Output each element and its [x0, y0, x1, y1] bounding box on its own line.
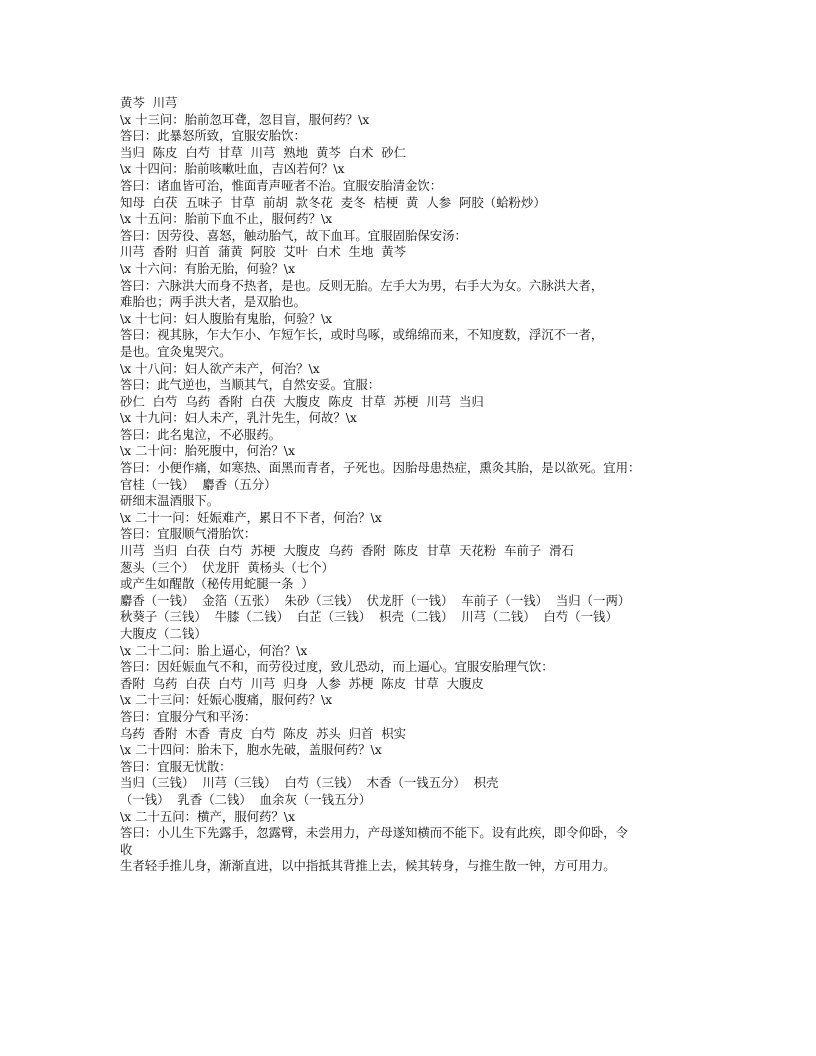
answer-line: 难胎也；两手洪大者，是双胎也。 [120, 294, 306, 310]
prescription-line: 官桂（一钱） 麝香（五分） [120, 476, 277, 492]
prescription-line: 砂仁 白芍 乌药 香附 白茯 大腹皮 陈皮 甘草 苏梗 川芎 当归 [120, 393, 484, 409]
answer-line: 答曰：此名鬼泣，不必服药。 [120, 426, 282, 442]
answer-line: 生者轻手推儿身，渐渐直进，以中指抵其背推上去，候其转身，与推生散一钟，方可用力。 [120, 858, 616, 874]
question-heading: \x 二十五问：横产，服何药？\x [120, 808, 295, 824]
text-line: 黄芩 川芎 [120, 95, 178, 110]
question-heading: \x 二十问：胎死腹中，何治？\x [120, 443, 295, 459]
instruction-line: 研细末温酒服下。 [120, 493, 220, 509]
prescription-line: 秋葵子（三钱） 牛膝（二钱） 白芷（三钱） 枳壳（二钱） 川芎（二钱） 白芍（一钱） [120, 609, 618, 625]
prescription-line: 知母 白茯 五味子 甘草 前胡 款冬花 麦冬 桔梗 黄 人参 阿胶（蛤粉炒） [120, 194, 546, 210]
document-body [120, 95, 710, 875]
question-heading: \x 十九问：妇人未产，乳汁先生，何故？\x [120, 410, 357, 426]
prescription-line: 香附 乌药 白茯 白芍 川芎 归身 人参 苏梗 陈皮 甘草 大腹皮 [120, 675, 484, 691]
instruction-line: 或产生如醒散（秘传用蛇腿一条 ） [120, 576, 314, 592]
question-heading: \x 二十一问：妊娠难产，累日不下者，何治？\x [120, 509, 382, 525]
question-heading: \x 二十三问：妊娠心腹痛，服何药？\x [120, 692, 333, 708]
answer-line: 答曰：诸血皆可治，惟面青声哑者不治。宜服安胎清金饮： [120, 177, 443, 193]
answer-line: 答曰：此暴怒所致，宜服安胎饮： [120, 128, 306, 144]
prescription-line: 当归（三钱） 川芎（三钱） 白芍（三钱） 木香（一钱五分） 枳壳 [120, 775, 499, 791]
question-heading: \x 十四问：胎前咳嗽吐血，吉凶若何？\x [120, 161, 345, 177]
answer-line: 答曰：宜服分气和平汤： [120, 708, 257, 724]
answer-line: 答曰：视其脉，乍大乍小、乍短乍长，或时鸟啄，或绵绵而来，不知度数，浮沉不一者， [120, 327, 604, 343]
prescription-line: 葱头（三个） 伏龙肝 黄杨头（七个） [120, 559, 335, 575]
answer-line: 答曰：小便作痛，如寒热、面黑而青者，子死也。因胎母患热症，熏灸其胎，是以欲死。宜用： [120, 460, 641, 476]
prescription-line: 大腹皮（二钱） [120, 626, 207, 641]
question-heading: \x 二十四问：胎未下，胞水先破，盖服何药？\x [120, 742, 382, 758]
question-heading: \x 十六问：有胎无胎，何验？\x [120, 260, 295, 276]
answer-line: 收 [120, 841, 133, 857]
answer-line: 答曰：因妊娠血气不和，而劳役过度，致儿恐动，而上逼心。宜服安胎理气饮： [120, 659, 554, 675]
question-heading: \x 二十二问：胎上逼心，何治？\x [120, 642, 308, 658]
answer-line: 答曰：宜服顺气滑胎饮： [120, 526, 257, 542]
answer-line: 答曰：六脉洪大而身不热者，是也。反则无胎。左手大为男，右手大为女。六脉洪大者， [120, 277, 604, 293]
question-heading: \x 十五问：胎前下血不止，服何药？\x [120, 211, 333, 227]
answer-line: 答曰：小儿生下先露手，忽露臂，未尝用力，产母遂知横而不能下。设有此疾，即令仰卧，令 [120, 825, 629, 841]
answer-line: 答曰：因劳役、喜怒，触动胎气，故下血耳。宜服固胎保安汤： [120, 227, 467, 243]
answer-line: 答曰：宜服无忧散： [120, 758, 232, 774]
prescription-line: 乌药 香附 木香 青皮 白芍 陈皮 苏头 归首 枳实 [120, 725, 407, 741]
question-heading: \x 十七问：妇人腹胎有鬼胎，何验？\x [120, 310, 333, 326]
prescription-line: 当归 陈皮 白芍 甘草 川芎 熟地 黄芩 白术 砂仁 [120, 144, 407, 160]
answer-line: 是也。宜灸鬼哭穴。 [120, 343, 232, 359]
prescription-line: 川芎 香附 归首 蒲黄 阿胶 艾叶 白术 生地 黄芩 [120, 244, 407, 260]
prescription-line: 麝香（一钱） 金箔（五张） 朱砂（三钱） 伏龙肝（一钱） 车前子（一钱） 当归（一两） [120, 592, 631, 608]
answer-line: 答曰：此气逆也，当顺其气，自然安妥。宜服： [120, 377, 381, 393]
prescription-line: （一钱） 乳香（二钱） 血余灰（一钱五分） [120, 791, 372, 807]
question-heading: \x 十三问：胎前忽耳聋，忽目盲，服何药？\x [120, 111, 370, 127]
question-heading: \x 十八问：妇人欲产未产，何治？\x [120, 360, 320, 376]
prescription-line: 川芎 当归 白茯 白芍 苏梗 大腹皮 乌药 香附 陈皮 甘草 天花粉 车前子 滑石 [120, 543, 574, 559]
